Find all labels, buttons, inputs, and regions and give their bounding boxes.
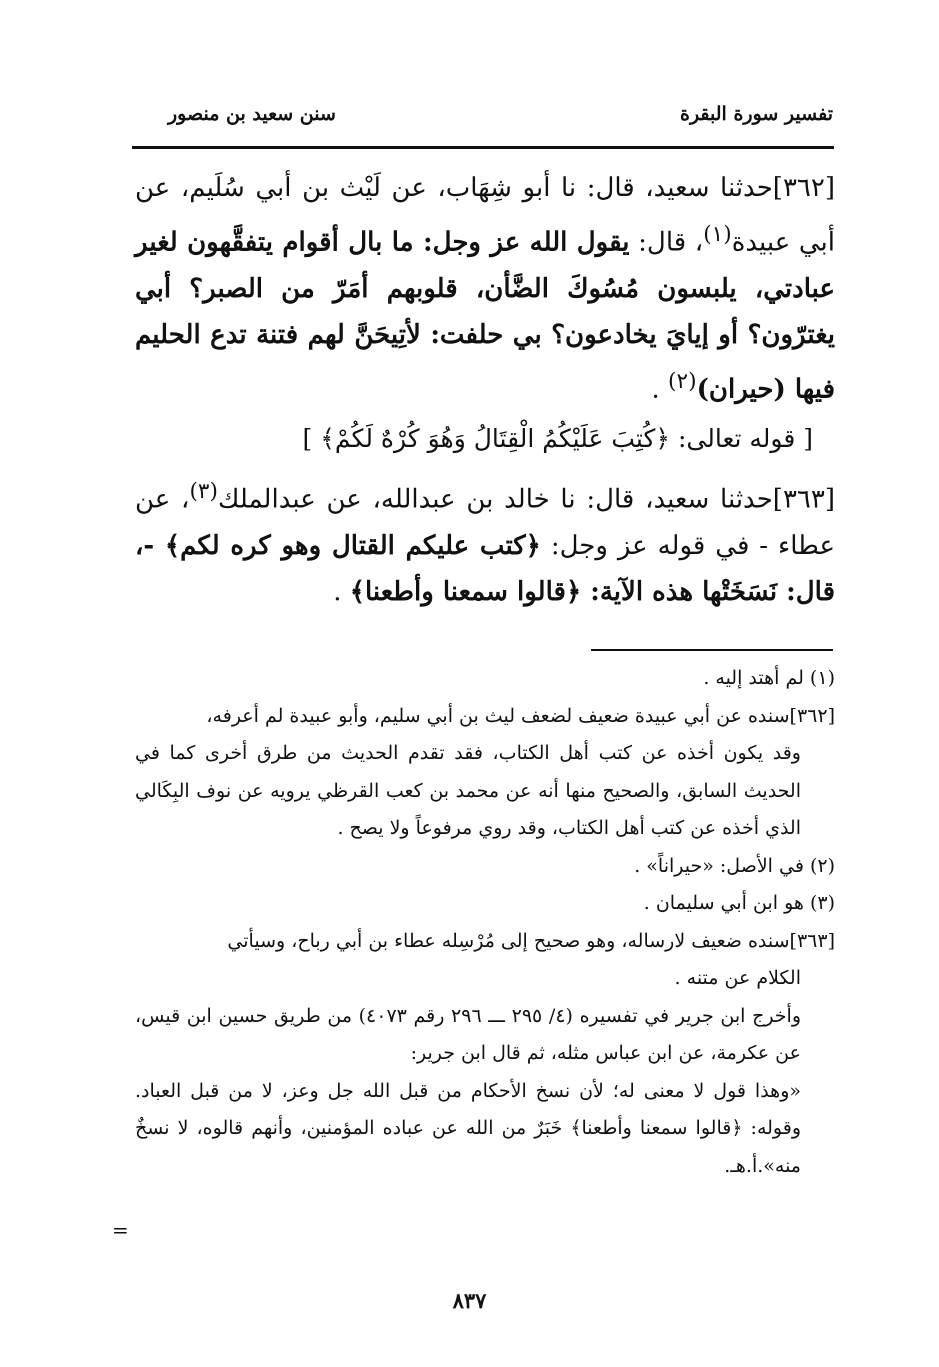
- main-text: [135, 165, 835, 616]
- footnote-2: (٢) في الأصل: «حيراناً» .: [634, 854, 835, 877]
- isnad-text: حدثنا سعيد، قال: نا خالد بن عبدالله، عن عبدالملك: [218, 484, 773, 515]
- period: .: [333, 577, 350, 608]
- running-head-book: سنن سعيد بن منصور: [168, 103, 336, 125]
- note-363-cont: الكلام عن متنه .: [674, 967, 801, 989]
- footnote-1: (١) لم أهتد إليه .: [703, 667, 835, 689]
- period: .: [651, 374, 669, 405]
- running-head-chapter: تفسير سورة البقرة: [679, 103, 833, 125]
- isnad-text: حدثنا سعيد، قال: نا أبو شِهَاب، عن لَيْث بن أبي سُلَيم، عن أبي عبيدة: [135, 173, 836, 258]
- note-362-cont: وقد يكون أخذه عن كتب أهل الكتاب، فقد تقدم الحديث من طرق أخرى كما في الحديث السابق، والصحيح منها أنه عن محمد بن كعب القرظي يرويه عن نوف البِكَالي الذي أخذه عن كتب أهل الكتاب، وقد روي مرفوعاً ولا يصح .: [135, 742, 801, 839]
- hadith-number: [٣٦٣]: [772, 484, 835, 515]
- margin-mark: =: [112, 1218, 129, 1242]
- hadith-number: [٣٦٢]: [772, 173, 835, 203]
- footnote-ref: (٣): [189, 478, 218, 504]
- ayah-heading: [ قوله تعالى: ﴿كُتِبَ عَلَيْكُمُ الْقِتَالُ وَهُوَ كُرْهٌ لَكُمْ﴾ ]: [302, 423, 813, 453]
- note-363-takhrij: وأخرج ابن جرير في تفسيره (٤/ ٢٩٥ ـــ ٢٩٦ رقم ٤٠٧٣) من طريق حسين ابن قيس، عن عكرمة، عن ابن عباس مثله، ثم قال ابن جرير:: [135, 1004, 802, 1064]
- note-362-first: [٣٦٢]سنده عن أبي عبيدة ضعيف لضعف ليث بن أبي سليم، وأبو عبيدة لم أعرفه،: [206, 704, 835, 727]
- footnote-separator: [591, 649, 833, 651]
- isnad-text: ، قال:: [629, 227, 704, 258]
- isnad-text: ، عن عطاء - في قوله عز وجل:: [135, 484, 835, 561]
- matn-text: يقول الله عز وجل: ما بال أقوام يتفقَّهون لغير عبادتي، يلبسون مُسُوكَ الضَّأن، قلوبهم أمَرّ من الصبر؟ أبي يغترّون؟ أو إيايَ يخادعون؟ بي حلفت: لأتِيحَنَّ لهم فتنة تدع الحليم فيها (حيران): [135, 227, 835, 405]
- header-rule: [132, 146, 834, 149]
- footnote-3: (٣) هو ابن أبي سليمان .: [643, 892, 835, 914]
- note-363-first: [٣٦٣]سنده ضعيف لارساله، وهو صحيح إلى مُرْسِله عطاء بن أبي رباح، وسيأتي: [227, 929, 835, 952]
- footnote-ref: (٢): [668, 368, 697, 394]
- hadith-362: [135, 165, 835, 413]
- hadith-363: [135, 469, 835, 616]
- page-number: ٨٣٧: [452, 1288, 487, 1313]
- footnotes: [135, 660, 835, 1185]
- matn-text: ﴿كتب عليكم القتال وهو كره لكم﴾ -، قال: نَسَخَتْها هذه الآية: ﴿قالوا سمعنا وأطعنا﴾: [135, 530, 835, 608]
- footnote-ref: (١): [703, 221, 732, 247]
- note-363-quote: «وهذا قول لا معنى له؛ لأن نسخ الأحكام من قبل الله جل وعز، لا من قبل العباد. وقوله: ﴿قالوا سمعنا وأطعنا﴾ خَبَرٌ من الله عن عباده المؤمنين، وأنهم قالوه، لا نسخٌ منه».أ.هـ.: [135, 1079, 801, 1177]
